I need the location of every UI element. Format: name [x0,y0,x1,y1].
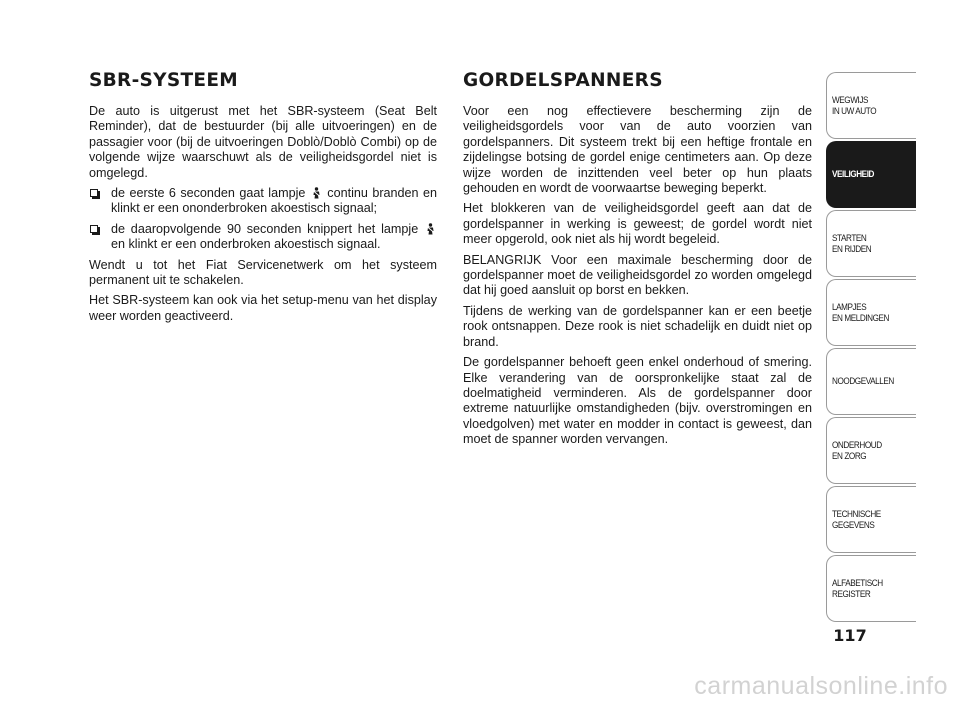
tab-wegwijs[interactable] [826,72,916,139]
tab-starten[interactable] [826,210,916,277]
sbr-para-3: Het SBR-systeem kan ook via het setup-menu van het display weer worden geactiveerd. [89,293,437,323]
gordelspanners-para: De gordelspanner behoeft geen enkel onderhoud of smering. Elke verandering van de oorspronkelijke staat zal de doelmatigheid verminderen. Als de gordelspanner door extreme natuurlijke omstandigheden (bijv. overstromingen en vloedgolven) met water en modder in contact is geweest, dan moet de spanner worden vervangen. [463,355,812,447]
sbr-bullet-1-after: continu branden en klinkt er een ononderbroken akoestisch signaal; [111,186,437,216]
tab-onderhoud[interactable] [826,417,916,484]
sbr-bullet-2-after: en klinkt er een onderbroken akoestisch signaal. [111,237,381,252]
sbr-para-2: Wendt u tot het Fiat Servicenetwerk om het systeem permanent uit te schakelen. [89,257,437,288]
sbr-bullet-2-before: de daaropvolgende 90 seconden knippert het lampje [111,221,419,236]
gordelspanners-para: Tijdens de werking van de gordelspanner kan er een beetje rook ontsnappen. Deze rook is niet schadelijk en duidt niet op brand. [463,303,812,349]
tab-label: WEGWIJS IN UW AUTO [832,94,877,117]
tab-label: TECHNISCHE GEGEVENS [832,508,881,531]
seatbelt-warning-icon [312,187,321,199]
page-number: 117 [833,626,867,645]
sbr-section [89,70,437,329]
tab-label: ALFABETISCH REGISTER [832,577,883,600]
sbr-bullet-2 [89,222,437,253]
sbr-intro: De auto is uitgerust met het SBR-systeem (Seat Belt Reminder), dat de bestuurder (bij alle uitvoeringen) en de passagier voor (bij de uitvoeringen Doblò/Doblò Combi) op de volgende wijze waarschuwt als de veiligheidsgordel niet is omgelegd. [89,104,437,180]
gordelspanners-para: BELANGRIJK Voor een maximale bescherming door de gordelspanner moet de veiligheidsgordel zo worden omgelegd dat hij goed aansluit op borst en bekken. [463,252,812,298]
watermark: carmanualsonline.info [694,672,948,700]
tab-label: STARTEN EN RIJDEN [832,232,872,255]
sbr-bullet-1 [89,186,437,217]
gordelspanners-section [463,70,812,453]
checkbox-bullet-icon [90,189,98,197]
tab-technische[interactable] [826,486,916,553]
tab-alfabetisch[interactable] [826,555,916,622]
tab-lampjes[interactable] [826,279,916,346]
seatbelt-warning-icon [426,223,435,235]
tab-label: VEILIGHEID [832,169,875,180]
tab-noodgevallen[interactable] [826,348,916,415]
gordelspanners-para: Voor een nog effectievere bescherming zijn de veiligheidsgordels voor van de auto voorzien van gordelspanners. Dit systeem trekt bij een heftige frontale en zijdelingse botsing de gordel enige centimeters aan. Op deze wijze worden de inzittenden veel beter op hun plaats gehouden en wordt de voorwaartse beweging beperkt. [463,104,812,196]
tab-label: NOODGEVALLEN [832,376,894,387]
tab-label: LAMPJES EN MELDINGEN [832,301,890,324]
gordelspanners-title: GORDELSPANNERS [463,70,663,91]
tab-label: ONDERHOUD EN ZORG [832,439,882,462]
sbr-bullet-1-before: de eerste 6 seconden gaat lampje [111,186,306,201]
chapter-tabs [826,72,916,624]
checkbox-bullet-icon [90,225,98,233]
sbr-title: SBR-SYSTEEM [89,70,238,91]
tab-veiligheid[interactable] [826,141,916,208]
gordelspanners-para: Het blokkeren van de veiligheidsgordel geeft aan dat de gordelspanner in werking is geweest; de gordel wordt niet meer opgerold, ook niet als hij wordt begeleid. [463,201,812,247]
